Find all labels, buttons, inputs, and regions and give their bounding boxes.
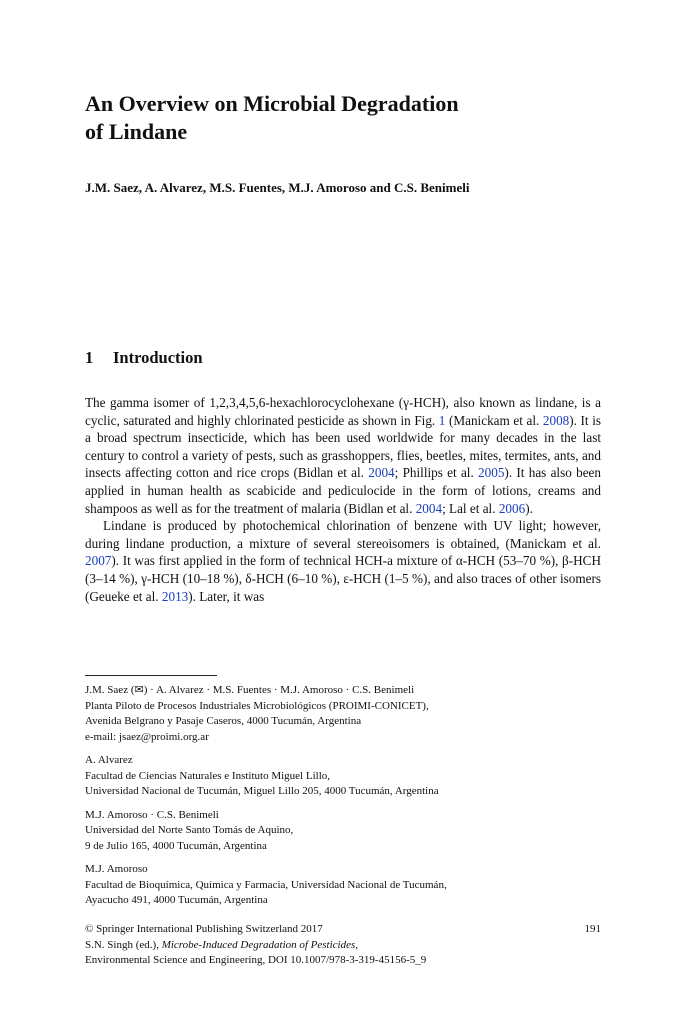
- text-run: ). Later, it was: [188, 588, 265, 604]
- affiliation-author: M.J. Amoroso: [85, 863, 148, 875]
- affiliation-line: Facultad de Bioquímica, Química y Farmacia, Universidad Nacional de Tucumán,: [85, 878, 447, 891]
- affiliation-block: [85, 683, 605, 745]
- figure-reference-link[interactable]: 1: [438, 412, 446, 428]
- section-title: Introduction: [113, 348, 203, 367]
- text-run: Lindane is produced by photochemical chlorination of benzene with UV light; however, during lindane production, a mixture of several stereoisomers is obtained, (Manickam et al.: [85, 518, 601, 551]
- email-link[interactable]: e-mail: jsaez@proimi.org.ar: [85, 730, 209, 743]
- affiliation-line: Ayacucho 491, 4000 Tucumán, Argentina: [85, 894, 268, 906]
- paragraph-1: [85, 394, 601, 517]
- series-doi: Environmental Science and Engineering, DOI 10.1007/978-3-319-45156-5_9: [85, 954, 427, 966]
- text-run: ; Lal et al.: [442, 500, 499, 516]
- text-run: The gamma isomer of 1,2,3,4,5,6-hexachlorocyclohexane (γ-HCH), also known as lindane, is a cyclic, saturated and highly chlorinated pesticide as shown in Fig.: [85, 395, 601, 428]
- corresponding-authors-line: [85, 683, 605, 699]
- section-number: 1: [85, 348, 94, 367]
- text-run: ).: [525, 500, 533, 516]
- affiliation-line: Planta Piloto de Procesos Industriales Microbiológicos (PROIMI-CONICET),: [85, 699, 429, 712]
- book-citation: [85, 938, 601, 954]
- text-run: ,: [355, 938, 359, 951]
- citation-link[interactable]: 2007: [85, 553, 112, 569]
- citation-link[interactable]: 2006: [498, 500, 526, 516]
- page-number: 191: [584, 923, 601, 935]
- text-run: (Manickam et al.: [445, 412, 543, 428]
- affiliation-block: [85, 862, 605, 909]
- citation-link[interactable]: 2004: [368, 465, 395, 481]
- affiliations: [85, 683, 605, 917]
- text-run: ). It was first applied in the form of technical HCH-a mixture of α-HCH (53–70 %), β-HCH (3–14 %), γ-HCH (10–18 %), δ-HCH (6–10 %), ε-HCH (1–5 %), and also traces of other isomers (Geueke et al.: [85, 553, 601, 604]
- title-line-2: of Lindane: [85, 119, 188, 144]
- text-run: ; Phillips et al.: [394, 465, 479, 481]
- affiliation-line: Universidad del Norte Santo Tomás de Aquino,: [85, 824, 294, 836]
- copyright-notice: © Springer International Publishing Switzerland 2017: [85, 923, 323, 935]
- text-run: J.M. Saez (: [85, 684, 135, 696]
- affiliation-line: 9 de Julio 165, 4000 Tucumán, Argentina: [85, 839, 267, 852]
- citation-link[interactable]: 2004: [415, 500, 443, 516]
- citation-link[interactable]: 2005: [478, 465, 505, 481]
- book-title: Microbe-Induced Degradation of Pesticides: [161, 938, 356, 951]
- affiliation-block: [85, 808, 605, 855]
- author-list: J.M. Saez, A. Alvarez, M.S. Fuentes, M.J. Amoroso and C.S. Benimeli: [85, 180, 470, 195]
- affiliation-line: Universidad Nacional de Tucumán, Miguel Lillo 205, 4000 Tucumán, Argentina: [85, 785, 439, 797]
- text-run: S.N. Singh (ed.),: [85, 938, 162, 951]
- title-line-1: An Overview on Microbial Degradation: [85, 91, 459, 116]
- paragraph-2: [85, 517, 601, 605]
- citation-link[interactable]: 2008: [542, 412, 570, 428]
- copyright-row: [85, 922, 601, 938]
- citation-link[interactable]: 2013: [161, 588, 189, 604]
- footnote-divider: [85, 675, 217, 676]
- affiliation-line: Facultad de Ciencias Naturales e Instituto Miguel Lillo,: [85, 769, 330, 782]
- affiliation-block: [85, 753, 605, 800]
- paper-title: [85, 90, 605, 146]
- body-text: [85, 394, 601, 605]
- affiliation-line: Avenida Belgrano y Pasaje Caseros, 4000 Tucumán, Argentina: [85, 715, 362, 727]
- text-run: ). It is a broad spectrum insecticide, which has been used worldwide for many decades in the last century to control a variety of pests, such as grasshoppers, flies, beetles, mites, termites, ants, and insects affecting cotton and rice crops (Bidlan et al.: [85, 412, 601, 481]
- envelope-icon[interactable]: ✉: [134, 684, 144, 696]
- section-heading: [85, 348, 605, 368]
- affiliation-author: M.J. Amoroso · C.S. Benimeli: [85, 808, 219, 821]
- affiliation-author: A. Alvarez: [85, 754, 133, 766]
- text-run: ). It has also been applied in human health as scabicide and pediculocide in the form of lotions, creams and shampoos as well as for the treatment of malaria (Bidlan et al.: [85, 465, 601, 516]
- text-run: ) · A. Alvarez · M.S. Fuentes · M.J. Amoroso · C.S. Benimeli: [143, 684, 415, 696]
- publication-info: [85, 922, 601, 969]
